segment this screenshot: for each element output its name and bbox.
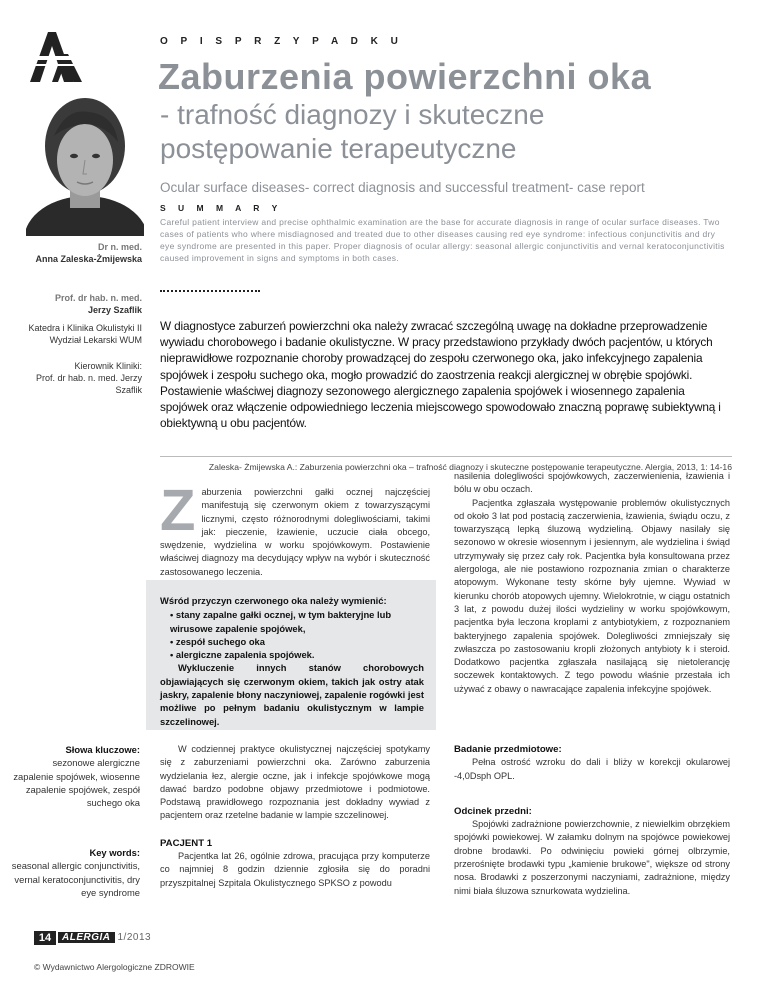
anterior-paragraph: Spojówki zadrażnione powierzchownie, z niewielkim obrzękiem spojówki powiekowej. W załamku dolnym na spojówce powiekowej drobne brodawki. Po odwinięciu powieki górnej olbrzymie, przerośnięte brodawki typu „kamienie brukowe", większe od strony nosa. Brodawki z poszerzonymi naczyniami, zadrażnione, między nimi biała śluzowa sznurkowata wydzielina. [454, 819, 730, 896]
keywords-pl-label: Słowa kluczowe: [65, 744, 140, 755]
keywords-pl [10, 743, 140, 809]
dotted-divider [160, 290, 260, 292]
keywords-en [10, 846, 140, 899]
box-intro: Wśród przyczyn czerwonego oka należy wymienić: [160, 595, 387, 606]
anterior-heading: Odcinek przedni: [454, 805, 532, 817]
article-subtitle: - trafność diagnozy i skuteczne postępowanie terapeutyczne [160, 99, 545, 164]
keywords-en-label: Key words: [89, 847, 140, 858]
case-history-cont: nasilenia dolegliwości spojówkowych, zaczerwienienia, łzawienia i bólu w obu oczach. [454, 471, 730, 495]
citation: Zaleska- Żmijewska A.: Zaburzenia powierzchni oka – trafność diagnozy i skuteczne postępowanie terapeutyczne. Alergia, 2013, 1: 14-16 [208, 462, 732, 472]
article-title: Zaburzenia powierzchni oka [158, 56, 652, 97]
journal-logo-icon [26, 28, 86, 84]
divider-rule [160, 456, 732, 457]
box-list-item: • stany zapalne gałki ocznej, w tym bakteryjne lub wirusowe zapalenie spojówek, [170, 608, 424, 635]
exam-column [454, 743, 730, 898]
intro-paragraph [160, 478, 430, 579]
author-photo [26, 90, 144, 236]
case-history-column [454, 470, 730, 696]
issue-number: 1/2013 [117, 932, 152, 943]
highlight-box [146, 580, 436, 730]
clinic-head [10, 360, 142, 396]
page-number: 14 [34, 931, 56, 945]
box-list-item: • zespół suchego oka [170, 635, 424, 648]
clinic-head-label: Kierownik Kliniki: [74, 361, 142, 371]
exam-heading: Badanie przedmiotowe: [454, 744, 562, 755]
case-heading: PACJENT 1 [160, 837, 213, 849]
case-paragraph: Pacjentka lat 26, ogólnie zdrowa, pracująca przy komputerze co najmniej 8 godzin dziennie zgłosiła się do poradni przyszpitalnej Szpitala Okulistycznego SPKSO z powodu [160, 851, 430, 888]
box-list [160, 608, 424, 661]
case-history-paragraph: Pacjentka zgłaszała występowanie problemów okulistycznych od około 3 lat pod postacią zaczerwienia, łzawienia, świądu oczu, z towarzyszącą lepką śluzową wydzieliną. Objawy nasilały się sezonowo w okresie wiosennym i jesiennym, ale wydzielina i świąd utrzymywały się przez cały rok. Pacjentka była konsultowana przez alergologa, ale nie postawiono rozpoznania zmian o charakterze atopowym. Wykonane testy skórne były ujemne. Wywiad w kierunku chorób atopowych ujemny. Wielokrotnie, w ciągu ostatnich 3 lat, z powodu dużej ilości wydzieliny w worku spojówkowym, pacjentka była leczona kroplami z antybiotykiem, z rozpoznaniem bakteryjnego zapalenia spojówek. Dolegliwości zmniejszały się zwłaszcza po zastosowaniu kropli złożonych antybioty k i steroid. Dodatkowo pacjentka zgłaszała nasilającą się nietolerancję soczewek kontaktowych. Z tego powodu właśnie przestała ich używać z obawy o nawracające zapalenia infekcyjne spojówek. [454, 497, 730, 694]
drop-cap: Z [160, 478, 196, 543]
summary-text: Careful patient interview and precise ophthalmic examination are the base for accurate diagnosis in range of ocular surface diseases. Two cases of patients who where misdiagnosed and treated due to other diseases causing red eye syndrome: infectious conjunctivitis and dry eye syndrome are presented in this paper. Proper diagnosis of ocular allergy: seasonal allergic conjunctivitis and vernal keratoconjunctivitis caused improvement in signs and symptoms in both cases. [160, 217, 725, 263]
intro-text: aburzenia powierzchni gałki ocznej najczęściej manifestują się czerwonym okiem z towarzyszącymi licznymi, często różnorodnymi dolegliwościami, takimi jak: pieczenie, łzawienie, uczucie ciała obcego, swędzenie, wydzielina w worku spojówkowym. Postawienie właściwej diagnozy ma decydujący wpływ na wybór i skuteczność zastosowanego leczenia. [160, 487, 430, 577]
author-1-degree: Dr n. med. [97, 242, 142, 252]
author-2-degree: Prof. dr hab. n. med. [54, 293, 142, 303]
summary-label: S U M M A R Y [160, 203, 283, 213]
author-1-name: Anna Zaleska-Żmijewska [35, 254, 142, 264]
abstract: W diagnostyce zaburzeń powierzchni oka należy zwracać szczególną uwagę na dokładne przeprowadzenie wywiadu chorobowego i badanie okulistyczne. W pracy przedstawiono przykłady dwóch pacjentów, u których nieprawidłowe rozpoznanie choroby prowadzącej do zespołu czerwonego oka, jako infekcyjnego zapalenia spojówek i zespołu suchego oka, mogło prowadzić do zaostrzenia reakcji alergicznej w obrębie spojówki. Postawienie właściwej diagnozy sezonowego alergicznego zapalenia spojówek i wiosennego zapalenia spojówek oraz włączenie odpowiedniego leczenia miejscowego spowodowało znaczną poprawę subiektywną i obiektywną u obu pacjentów. [160, 319, 721, 431]
author-2 [10, 292, 142, 316]
box-list-item: • alergiczne zapalenia spojówek. [170, 648, 424, 661]
exam-paragraph: Pełna ostrość wzroku do dali i bliży w korekcji okularowej -4,0Dsph OPL. [454, 757, 730, 781]
author-2-name: Jerzy Szaflik [87, 305, 142, 315]
author-1 [10, 241, 142, 265]
keywords-pl-text: sezonowe alergiczne zapalenie spojówek, wiosenne zapalenie spojówek, zespół suchego oka [13, 757, 140, 809]
clinic-head-name: Prof. dr hab. n. med. Jerzy Szaflik [35, 373, 142, 395]
magazine-name: ALERGIA [58, 932, 115, 943]
magazine-footer [58, 931, 151, 945]
practice-column [160, 743, 430, 890]
practice-paragraph: W codziennej praktyce okulistycznej najczęściej spotykamy się z zaburzeniami powierzchni oka. Zarówno zaburzenia wydzielania łez, alergie oczne, jak i infekcje spojówkowe mogą dawać bardzo podobne objawy przedmiotowe i podmiotowe. Podstawą prawidłowego rozpoznania jest dokładny wywiad z pacjentem oraz rzetelne badanie w lampie szczelinowej. [160, 744, 430, 821]
keywords-en-text: seasonal allergic conjunctivitis, vernal keratoconjunctivitis, dry eye syndrome [11, 860, 140, 898]
section-eyebrow: O P I S P R Z Y P A D K U [160, 36, 403, 47]
english-title: Ocular surface diseases- correct diagnosis and successful treatment- case report [160, 180, 645, 195]
box-tail: Wykluczenie innych stanów chorobowych objawiających się czerwonym okiem, takich jak ostry atak jaskry, zapalenie błony naczyniowej, zapalenie rogówki jest możliwe po pełnym badaniu okulistycznym w lampie szczelinowej. [160, 662, 424, 727]
copyright: © Wydawnictwo Alergologiczne ZDROWIE [34, 962, 195, 972]
affiliation: Katedra i Klinika Okulistyki II Wydział Lekarski WUM [28, 323, 142, 345]
